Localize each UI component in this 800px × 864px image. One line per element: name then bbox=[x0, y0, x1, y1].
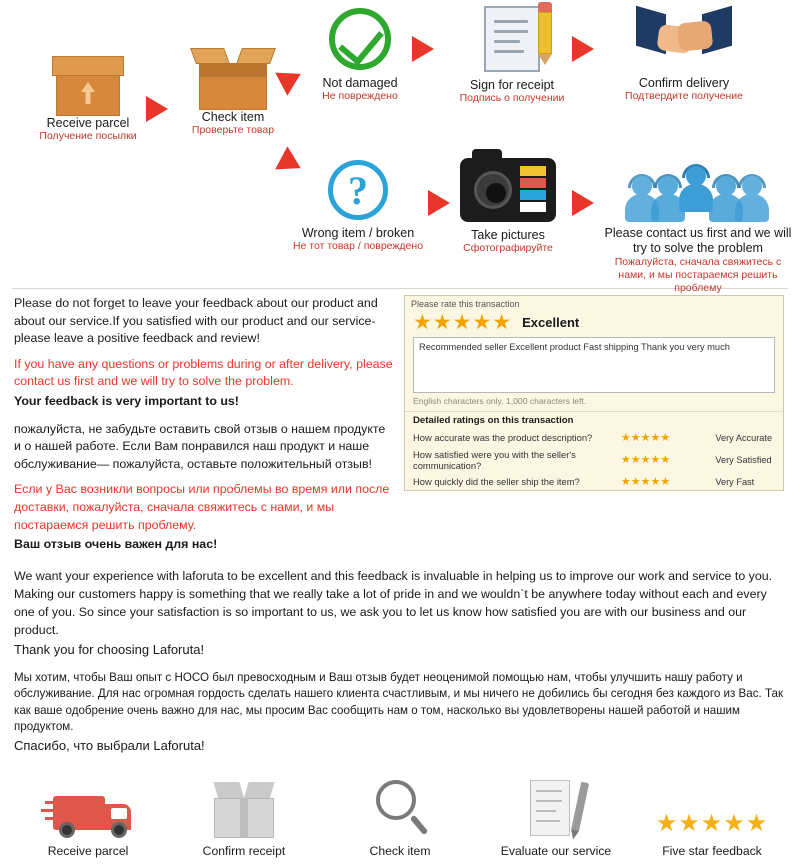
flow-label-ru: Не повреждено bbox=[322, 90, 398, 103]
arrow-icon bbox=[428, 190, 450, 216]
closed-box-icon bbox=[52, 56, 124, 116]
detailed-ratings-table bbox=[405, 429, 783, 490]
flow-label-ru: Проверьте товар bbox=[191, 124, 275, 137]
flow-label-en: Please contact us first and we will try to solve the problem bbox=[604, 226, 792, 255]
flow-node-receive-parcel bbox=[28, 56, 148, 143]
camera-icon bbox=[460, 158, 556, 222]
row-stars[interactable]: ★★★★★ bbox=[620, 453, 671, 466]
flow-label-ru: Подтвердите получение bbox=[625, 90, 743, 103]
flow-label-en: Receive parcel bbox=[46, 116, 130, 130]
flow-label-en: Not damaged bbox=[322, 76, 398, 90]
arrow-icon bbox=[412, 36, 434, 62]
flow-node-take-pictures bbox=[452, 158, 564, 255]
rating-question: How satisfied were you with the seller's communication? bbox=[413, 448, 576, 471]
rating-widget[interactable] bbox=[404, 295, 784, 562]
rating-question: How quickly did the seller ship the item? bbox=[413, 476, 580, 487]
document-pen-icon bbox=[530, 780, 582, 838]
flow-label-ru: Подпись о получении bbox=[459, 92, 565, 105]
five-stars-icon: ★★★★★ bbox=[655, 809, 769, 837]
open-box-icon bbox=[195, 48, 271, 110]
bottom-step-check-item bbox=[325, 774, 475, 858]
row-stars[interactable]: ★★★★★ bbox=[620, 475, 671, 488]
rating-qualifier: Very Accurate bbox=[715, 432, 773, 443]
bottom-step-label: Evaluate our service bbox=[500, 843, 612, 858]
bottom-step-label: Check item bbox=[369, 843, 431, 858]
arrow-icon bbox=[572, 36, 594, 62]
rating-question: How accurate was the product description? bbox=[413, 432, 593, 443]
bottom-step-receive-parcel bbox=[13, 774, 163, 858]
flow-label-en: Sign for receipt bbox=[469, 78, 555, 92]
feedback-ru-bold: Ваш отзыв очень важен для нас! bbox=[14, 537, 218, 552]
handshake-icon bbox=[636, 10, 732, 70]
table-row[interactable] bbox=[405, 473, 783, 490]
bottom-step-confirm-receipt bbox=[169, 774, 319, 858]
flow-label-en: Confirm delivery bbox=[638, 76, 730, 90]
arrow-icon bbox=[146, 96, 168, 122]
bottom-steps-row bbox=[0, 766, 800, 864]
closing-en-thanks: Thank you for choosing Laforuta! bbox=[14, 641, 205, 657]
green-check-icon bbox=[329, 8, 391, 70]
support-agents-icon bbox=[623, 150, 773, 222]
bottom-step-five-star bbox=[637, 774, 787, 858]
feedback-en-paragraph: Please do not forget to leave your feedback about our product and about our service.If you satisfied with our product and our service- please leave a positive feedback and review! bbox=[14, 296, 378, 346]
character-counter: English characters only. 1,000 characters left. bbox=[413, 396, 587, 406]
question-mark-icon: ? bbox=[328, 160, 388, 220]
rating-qualifier: Very Satisfied bbox=[715, 454, 772, 465]
feedback-en-red: If you have any questions or problems during or after delivery, please contact us first and we will try to solve the problem. bbox=[14, 356, 393, 389]
flow-label-ru: Получение посылки bbox=[39, 130, 137, 143]
flow-node-sign-receipt bbox=[448, 6, 576, 105]
bottom-step-evaluate-service bbox=[481, 774, 631, 858]
flow-node-wrong-item bbox=[288, 160, 428, 253]
table-row[interactable] bbox=[405, 429, 783, 446]
flow-label-ru: Пожалуйста, сначала свяжитесь с нами, и мы постараемся решить проблему bbox=[614, 256, 782, 295]
overall-stars[interactable]: ★★★★★ bbox=[413, 311, 513, 334]
flow-label-en: Take pictures bbox=[471, 228, 545, 242]
arrow-icon bbox=[572, 190, 594, 216]
rating-qualifier: Very Fast bbox=[715, 476, 755, 487]
magnifier-icon bbox=[372, 780, 428, 838]
flow-node-contact-us bbox=[600, 150, 796, 295]
flow-node-check-item bbox=[178, 48, 288, 137]
package-box-icon bbox=[214, 782, 274, 838]
bottom-step-label: Confirm receipt bbox=[202, 843, 286, 858]
flow-label-en: Wrong item / broken bbox=[301, 226, 415, 240]
row-stars[interactable]: ★★★★★ bbox=[620, 431, 671, 444]
feedback-en-bold: Your feedback is very important to us! bbox=[14, 394, 239, 409]
document-pencil-icon bbox=[484, 6, 540, 72]
feedback-section bbox=[0, 289, 800, 753]
flow-node-confirm-delivery bbox=[608, 10, 760, 103]
closing-ru-paragraph: Мы хотим, чтобы Ваш опыт с НОСО был превосходным и Ваш отзыв будет неоценимой помощью нам, чтобы улучшить нашу работу и обслуживание. Для нас огромная гордость сделать нашего клиента счастливым, и мы ничего не добились бы сегодня без каждого из Вас. Так как ваше одобрение очень важно для нас, мы просим Вас сообщить нам о том, насколько вы удовлетворены нашей работой и нашим продуктом. bbox=[14, 670, 784, 734]
table-row[interactable] bbox=[405, 446, 783, 473]
flow-label-ru: Сфотографируйте bbox=[463, 242, 553, 255]
delivery-flow-diagram bbox=[0, 0, 800, 295]
flow-label-en: Check item bbox=[201, 110, 265, 124]
feedback-ru-red: Если у Вас возникли вопросы или проблемы во время или после доставки, пожалуйста, сначала свяжитесь с нами, и мы постараемся решить проблему. bbox=[14, 482, 390, 532]
bottom-step-label: Five star feedback bbox=[662, 843, 762, 858]
detailed-ratings-header: Detailed ratings on this transaction bbox=[405, 411, 783, 429]
closing-ru-thanks: Спасибо, что выбрали Laforuta! bbox=[14, 737, 205, 753]
bottom-step-label: Receive parcel bbox=[47, 843, 129, 858]
delivery-truck-icon bbox=[45, 792, 131, 838]
feedback-ru-paragraph: пожалуйста, не забудьте оставить свой отзыв о нашем продукте и о нашей работе. Если Вам понравился наш продукт и наше обслуживание— пожалуйста, оставьте положительный отзыв! bbox=[14, 421, 386, 471]
flow-label-ru: Не тот товар / повреждено bbox=[292, 240, 424, 253]
comment-textarea[interactable]: Recommended seller Excellent product Fast shipping Thank you very much bbox=[413, 337, 775, 393]
overall-rating-label: Excellent bbox=[522, 315, 580, 330]
rating-prompt: Please rate this transaction bbox=[411, 299, 520, 309]
flow-node-not-damaged bbox=[308, 8, 412, 103]
closing-en-paragraph: We want your experience with laforuta to be excellent and this feedback is invaluable in helping us to improve our work and service to you. Making our customers happy is something that we really take a lot of pride in and we wouldn`t be anywhere today without each and every one of you. So since your satisfaction is so important to us, we ask you to let us know how satisfied you are with our business and our product. bbox=[14, 568, 773, 637]
feedback-text-block bbox=[14, 295, 394, 562]
